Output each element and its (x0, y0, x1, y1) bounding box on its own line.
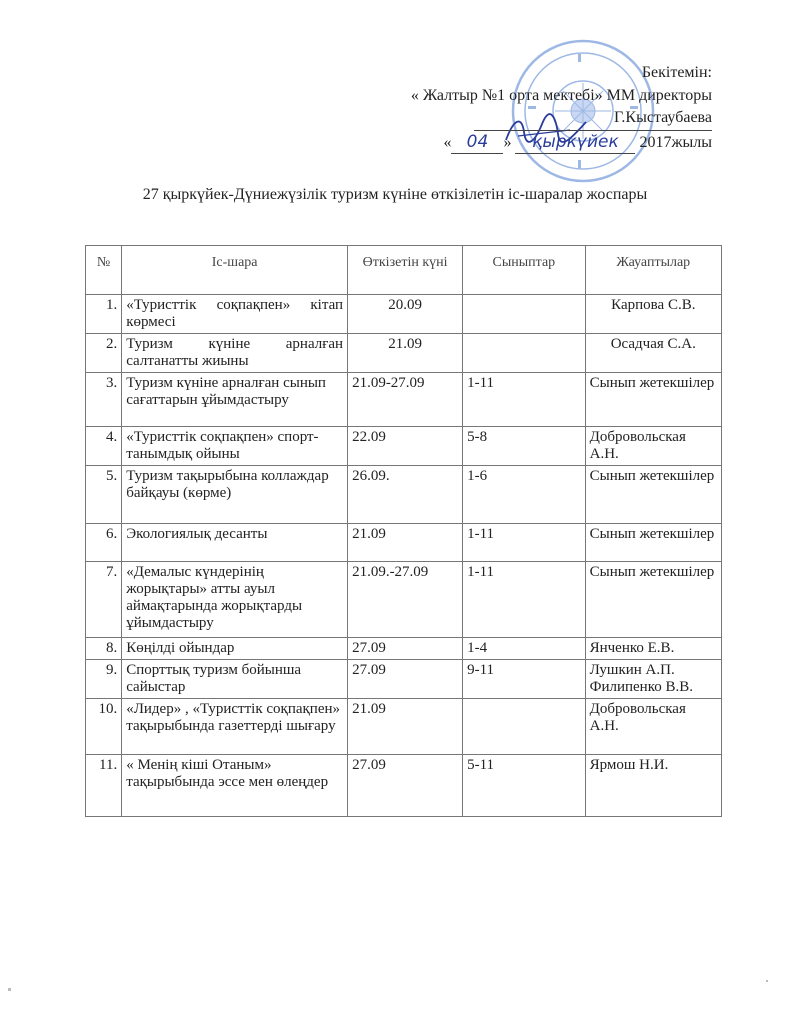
date-month: қыркүйек (515, 131, 635, 155)
row-event: «Туристтік соқпақпен» кітап көрмесі (122, 295, 348, 334)
document-title: 27 қыркүйек-Дүниежүзілік туризм күніне өткізілетін іс-шаралар жоспары (142, 186, 648, 203)
header-grades: Сыныптар (463, 246, 586, 295)
table-row (86, 466, 722, 524)
row-date: 26.09. (348, 466, 463, 524)
approval-block (292, 62, 712, 154)
row-responsible: Карпова С.В. (585, 295, 721, 334)
table-row (86, 427, 722, 466)
row-number: 9. (86, 660, 122, 699)
row-event: Туризм күніне арналған салтанатты жиыны (122, 334, 348, 373)
row-event: Экологиялық десанты (122, 524, 348, 562)
table-header-row (86, 246, 722, 295)
row-grades: 1-6 (463, 466, 586, 524)
date-day: 04 (451, 131, 503, 155)
table-row (86, 755, 722, 817)
row-grades (463, 334, 586, 373)
header-event: Іс-шара (122, 246, 348, 295)
row-responsible: Добровольская А.Н. (585, 699, 721, 755)
row-event: «Туристтік соқпақпен» спорт-танымдық ойыны (122, 427, 348, 466)
row-date: 21.09 (348, 334, 463, 373)
row-grades (463, 295, 586, 334)
director-name: Г.Кыстаубаева (474, 107, 712, 131)
scan-speck (766, 980, 768, 982)
row-number: 4. (86, 427, 122, 466)
row-number: 2. (86, 334, 122, 373)
approval-position: « Жалтыр №1 орта мектебі» ММ директоры (410, 86, 712, 104)
row-grades (463, 699, 586, 755)
approval-heading: Бекітемін: (641, 64, 712, 81)
row-responsible: Янченко Е.В. (585, 638, 721, 660)
table-row (86, 638, 722, 660)
header-number: № (86, 246, 122, 295)
row-grades: 5-8 (463, 427, 586, 466)
row-date: 21.09.-27.09 (348, 562, 463, 638)
row-responsible: Осадчая С.А. (585, 334, 721, 373)
row-event: «Демалыс күндерінің жорықтары» атты ауыл аймақтарында жорықтарды ұйымдастыру (122, 562, 348, 638)
row-grades: 1-11 (463, 373, 586, 427)
row-grades: 1-11 (463, 524, 586, 562)
row-event: Көңілді ойындар (122, 638, 348, 660)
row-responsible: Ярмош Н.И. (585, 755, 721, 817)
row-date: 21.09 (348, 524, 463, 562)
header-date: Өткізетін күні (348, 246, 463, 295)
row-responsible: Сынып жетекшілер (585, 524, 721, 562)
row-date: 27.09 (348, 755, 463, 817)
row-number: 5. (86, 466, 122, 524)
table-row (86, 660, 722, 699)
row-responsible: Добровольская А.Н. (585, 427, 721, 466)
row-event: Туризм тақырыбына коллаждар байқауы (көрме) (122, 466, 348, 524)
row-event: Туризм күніне арналған сынып сағаттарын ұйымдастыру (122, 373, 348, 427)
row-responsible: Сынып жетекшілер (585, 373, 721, 427)
row-date: 21.09-27.09 (348, 373, 463, 427)
row-grades: 1-4 (463, 638, 586, 660)
row-responsible: Лушкин А.П. Филипенко В.В. (585, 660, 721, 699)
row-number: 1. (86, 295, 122, 334)
row-number: 7. (86, 562, 122, 638)
table-row (86, 295, 722, 334)
table-row (86, 562, 722, 638)
row-number: 10. (86, 699, 122, 755)
approval-date: « 04 » қыркүйек 2017жылы (292, 131, 712, 155)
row-event: «Лидер» , «Туристтік соқпақпен» тақырыбында газеттерді шығару (122, 699, 348, 755)
row-number: 11. (86, 755, 122, 817)
row-number: 6. (86, 524, 122, 562)
scan-speck (8, 988, 11, 991)
row-grades: 1-11 (463, 562, 586, 638)
row-responsible: Сынып жетекшілер (585, 466, 721, 524)
row-event: Спорттық туризм бойынша сайыстар (122, 660, 348, 699)
table-row (86, 373, 722, 427)
row-date: 27.09 (348, 638, 463, 660)
header-responsible: Жауаптылар (585, 246, 721, 295)
row-responsible: Сынып жетекшілер (585, 562, 721, 638)
row-date: 21.09 (348, 699, 463, 755)
row-grades: 9-11 (463, 660, 586, 699)
table-row (86, 524, 722, 562)
row-event: « Менің кіші Отаным» тақырыбында эссе мен өлеңдер (122, 755, 348, 817)
row-number: 8. (86, 638, 122, 660)
table-row (86, 699, 722, 755)
row-date: 27.09 (348, 660, 463, 699)
table-row (86, 334, 722, 373)
row-date: 22.09 (348, 427, 463, 466)
row-grades: 5-11 (463, 755, 586, 817)
row-number: 3. (86, 373, 122, 427)
date-year: 2017жылы (639, 133, 712, 151)
row-date: 20.09 (348, 295, 463, 334)
events-table (85, 245, 722, 817)
